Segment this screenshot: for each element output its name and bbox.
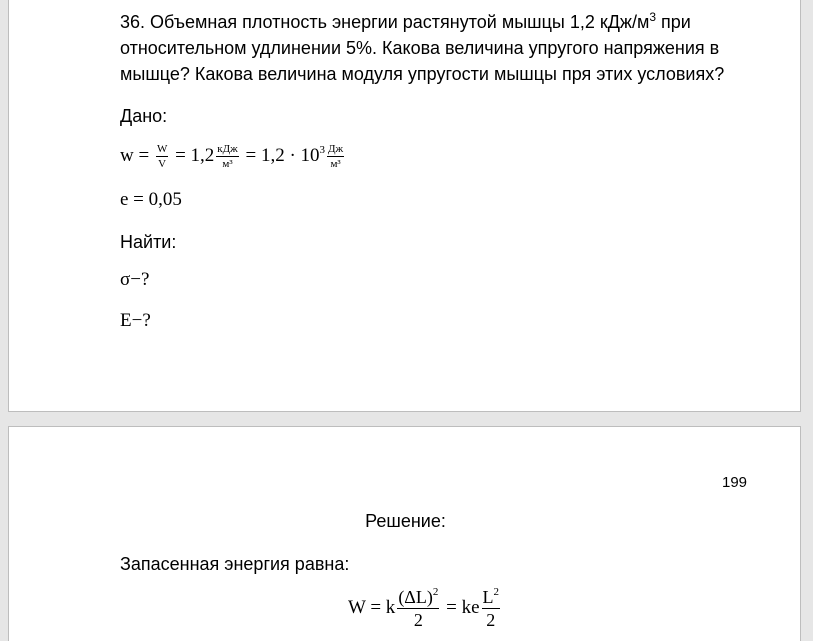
stored-energy-equation — [348, 587, 502, 630]
fraction-denominator: м³ — [222, 158, 233, 171]
numerator-exponent: 2 — [493, 586, 500, 598]
eq-value-1: = 1,2 — [175, 145, 215, 166]
problem-text: 36. Объемная плотность энергии растянутой мышцы 1,2 кДж/м — [120, 12, 650, 32]
energy-density-equation — [120, 143, 346, 170]
strain-value: e = 0,05 — [120, 189, 182, 210]
fraction-denominator: V — [158, 158, 167, 171]
fraction-numerator: Дж — [328, 143, 344, 156]
fraction-J-per-m3 — [327, 143, 344, 170]
numerator-exponent: 2 — [432, 586, 439, 598]
fraction-denominator: 2 — [413, 610, 423, 630]
eq-value: = ke — [446, 596, 480, 618]
fraction-numerator: W — [156, 143, 168, 156]
solution-heading: Решение: — [365, 511, 446, 531]
fraction-numerator: кДж — [217, 143, 238, 156]
fraction-kJ-per-m3 — [216, 143, 238, 170]
given-heading: Дано: — [120, 106, 168, 126]
fraction-L-squared-over-2 — [482, 587, 501, 630]
eq-value-2: = 1,2 · 10 — [245, 145, 320, 166]
numerator-text: L — [482, 587, 494, 607]
problem-text-continued: при относительном удлинении 5%. Какова величина упругого напряжения в мышце? Какова величина модуля упругости мышцы пря этих условиях? — [120, 12, 725, 84]
problem-unit-exponent: 3 — [649, 10, 657, 24]
eq-lhs: w = — [120, 145, 150, 166]
numerator-text: (ΔL) — [398, 587, 433, 607]
page-number: 199 — [722, 474, 748, 491]
document-page-1 — [8, 0, 801, 412]
eq-lhs: W = k — [348, 596, 396, 618]
fraction-denominator: 2 — [486, 610, 496, 630]
stored-energy-text: Запасенная энергия равна: — [120, 554, 350, 574]
fraction-W-over-V — [156, 143, 168, 170]
problem-statement — [120, 9, 760, 87]
eq-exponent: 3 — [319, 144, 326, 156]
fraction-deltaL-squared-over-2 — [397, 587, 439, 630]
document-page-2 — [8, 426, 801, 641]
fraction-numerator — [397, 587, 439, 607]
find-heading: Найти: — [120, 232, 177, 252]
sigma-unknown: σ−? — [120, 269, 150, 290]
fraction-numerator — [482, 587, 501, 607]
fraction-denominator: м³ — [330, 158, 341, 171]
modulus-unknown: E−? — [120, 310, 151, 331]
